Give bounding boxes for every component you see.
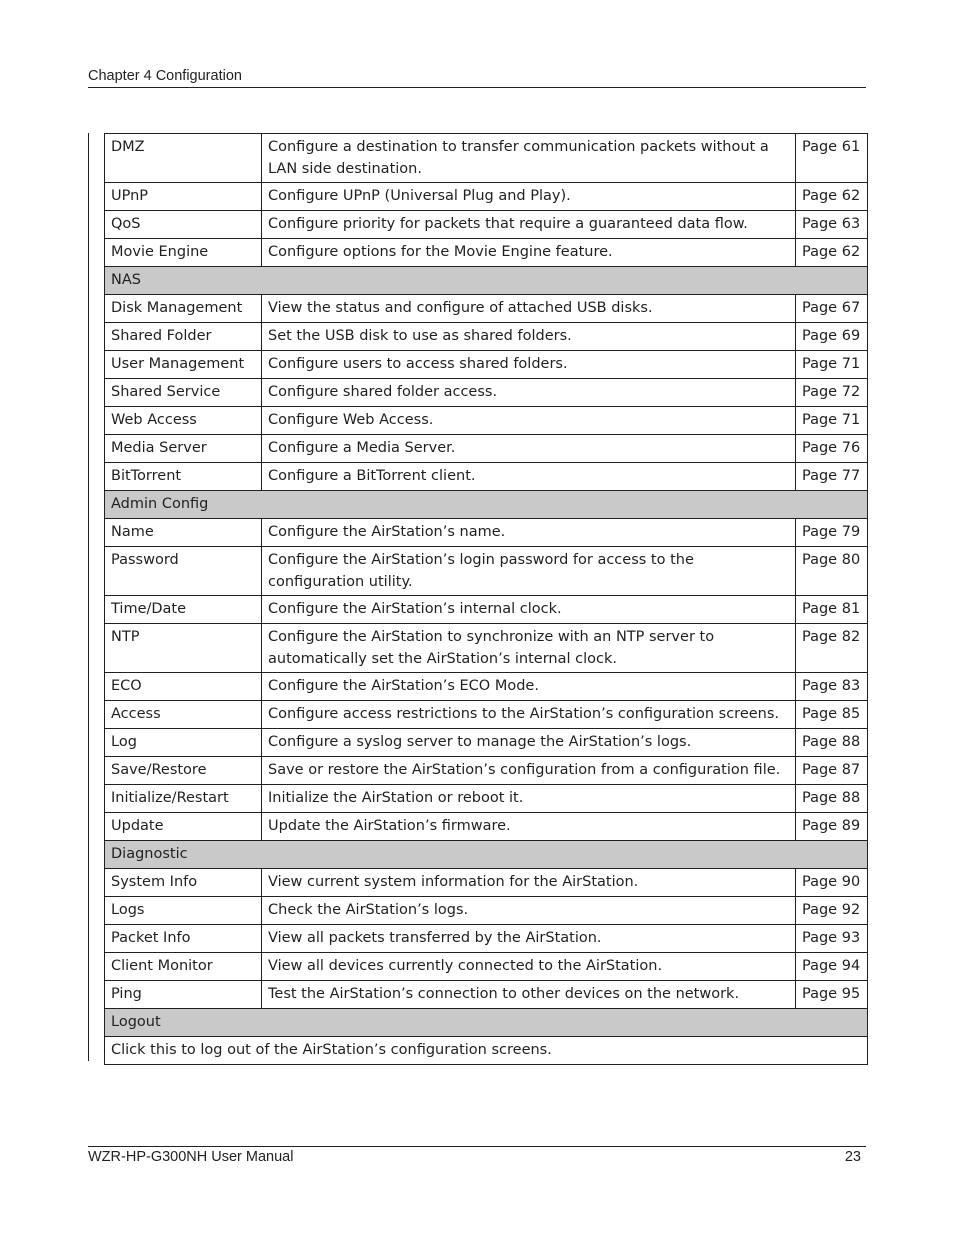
item-description: Configure a Media Server. (262, 435, 796, 463)
table-row (105, 981, 868, 1009)
item-page-ref: Page 85 (796, 701, 868, 729)
section-header-row (105, 841, 868, 869)
table-row (105, 813, 868, 841)
item-page-ref: Page 82 (796, 624, 868, 673)
page-number: 23 (844, 1149, 861, 1165)
item-page-ref: Page 62 (796, 239, 868, 267)
item-name: Initialize/Restart (105, 785, 262, 813)
item-page-ref: Page 69 (796, 323, 868, 351)
table-row (105, 869, 868, 897)
item-page-ref: Page 83 (796, 673, 868, 701)
item-page-ref: Page 71 (796, 351, 868, 379)
item-name: Save/Restore (105, 757, 262, 785)
item-name: Shared Folder (105, 323, 262, 351)
table-row (105, 897, 868, 925)
item-description: View current system information for the AirStation. (262, 869, 796, 897)
table-row (105, 463, 868, 491)
item-name: NTP (105, 624, 262, 673)
table-row (105, 351, 868, 379)
item-page-ref: Page 93 (796, 925, 868, 953)
item-description: Configure options for the Movie Engine feature. (262, 239, 796, 267)
item-page-ref: Page 62 (796, 183, 868, 211)
item-name: Time/Date (105, 596, 262, 624)
item-name: BitTorrent (105, 463, 262, 491)
item-description: View all devices currently connected to the AirStation. (262, 953, 796, 981)
item-description: Configure Web Access. (262, 407, 796, 435)
table-row (105, 925, 868, 953)
item-page-ref: Page 94 (796, 953, 868, 981)
item-name: Ping (105, 981, 262, 1009)
item-description: Initialize the AirStation or reboot it. (262, 785, 796, 813)
item-description: Configure the AirStation’s ECO Mode. (262, 673, 796, 701)
item-description: Configure the AirStation’s internal clock. (262, 596, 796, 624)
item-name: Password (105, 547, 262, 596)
section-title: Admin Config (105, 491, 868, 519)
section-header-row (105, 1009, 868, 1037)
item-description: Test the AirStation’s connection to other devices on the network. (262, 981, 796, 1009)
item-description: Configure users to access shared folders. (262, 351, 796, 379)
item-name: System Info (105, 869, 262, 897)
section-title: Diagnostic (105, 841, 868, 869)
table-row (105, 323, 868, 351)
table-row (105, 134, 868, 183)
note-text: Click this to log out of the AirStation’s configuration screens. (105, 1037, 868, 1065)
menu-table-body (105, 134, 868, 1065)
item-description: Configure UPnP (Universal Plug and Play). (262, 183, 796, 211)
item-page-ref: Page 76 (796, 435, 868, 463)
item-name: Packet Info (105, 925, 262, 953)
item-page-ref: Page 79 (796, 519, 868, 547)
footer-rule (88, 1146, 866, 1147)
side-rule (88, 133, 89, 1061)
table-row (105, 183, 868, 211)
item-page-ref: Page 88 (796, 785, 868, 813)
item-name: Movie Engine (105, 239, 262, 267)
item-page-ref: Page 71 (796, 407, 868, 435)
item-page-ref: Page 63 (796, 211, 868, 239)
item-page-ref: Page 67 (796, 295, 868, 323)
manual-title: WZR-HP-G300NH User Manual (88, 1149, 294, 1165)
menu-reference-table (104, 133, 868, 1065)
table-row (105, 785, 868, 813)
item-page-ref: Page 89 (796, 813, 868, 841)
item-name: Web Access (105, 407, 262, 435)
table-row (105, 701, 868, 729)
item-name: Logs (105, 897, 262, 925)
item-name: Update (105, 813, 262, 841)
item-description: View the status and configure of attached USB disks. (262, 295, 796, 323)
table-row (105, 295, 868, 323)
section-title: NAS (105, 267, 868, 295)
item-description: Configure priority for packets that require a guaranteed data flow. (262, 211, 796, 239)
item-name: QoS (105, 211, 262, 239)
item-page-ref: Page 95 (796, 981, 868, 1009)
table-row (105, 239, 868, 267)
item-description: Configure access restrictions to the AirStation’s configuration screens. (262, 701, 796, 729)
item-page-ref: Page 81 (796, 596, 868, 624)
item-name: Log (105, 729, 262, 757)
item-description: Configure a destination to transfer communication packets without a LAN side destination. (262, 134, 796, 183)
item-page-ref: Page 87 (796, 757, 868, 785)
item-page-ref: Page 88 (796, 729, 868, 757)
item-name: Name (105, 519, 262, 547)
table-row (105, 379, 868, 407)
table-row (105, 547, 868, 596)
table-row (105, 673, 868, 701)
table-row (105, 211, 868, 239)
table-row (105, 519, 868, 547)
table-row (105, 729, 868, 757)
table-row (105, 435, 868, 463)
running-header: Chapter 4 Configuration (88, 68, 242, 84)
section-header-row (105, 491, 868, 519)
item-name: Shared Service (105, 379, 262, 407)
table-row (105, 953, 868, 981)
table-row (105, 407, 868, 435)
table-row (105, 596, 868, 624)
item-name: Media Server (105, 435, 262, 463)
item-page-ref: Page 90 (796, 869, 868, 897)
section-title: Logout (105, 1009, 868, 1037)
section-header-row (105, 267, 868, 295)
item-name: Client Monitor (105, 953, 262, 981)
item-description: Configure the AirStation’s login password for access to the configuration utility. (262, 547, 796, 596)
item-description: Configure a syslog server to manage the AirStation’s logs. (262, 729, 796, 757)
item-description: Configure a BitTorrent client. (262, 463, 796, 491)
item-name: DMZ (105, 134, 262, 183)
item-description: Save or restore the AirStation’s configuration from a configuration file. (262, 757, 796, 785)
table-row (105, 624, 868, 673)
item-description: Update the AirStation’s firmware. (262, 813, 796, 841)
note-row (105, 1037, 868, 1065)
item-page-ref: Page 61 (796, 134, 868, 183)
item-name: Disk Management (105, 295, 262, 323)
item-name: ECO (105, 673, 262, 701)
item-description: Configure the AirStation’s name. (262, 519, 796, 547)
item-page-ref: Page 77 (796, 463, 868, 491)
item-description: Check the AirStation’s logs. (262, 897, 796, 925)
item-description: Set the USB disk to use as shared folders. (262, 323, 796, 351)
item-name: Access (105, 701, 262, 729)
item-description: Configure the AirStation to synchronize with an NTP server to automatically set the AirStation’s internal clock. (262, 624, 796, 673)
item-description: Configure shared folder access. (262, 379, 796, 407)
item-page-ref: Page 92 (796, 897, 868, 925)
item-name: User Management (105, 351, 262, 379)
table-row (105, 757, 868, 785)
item-page-ref: Page 80 (796, 547, 868, 596)
item-name: UPnP (105, 183, 262, 211)
header-rule (88, 87, 866, 88)
item-page-ref: Page 72 (796, 379, 868, 407)
item-description: View all packets transferred by the AirStation. (262, 925, 796, 953)
